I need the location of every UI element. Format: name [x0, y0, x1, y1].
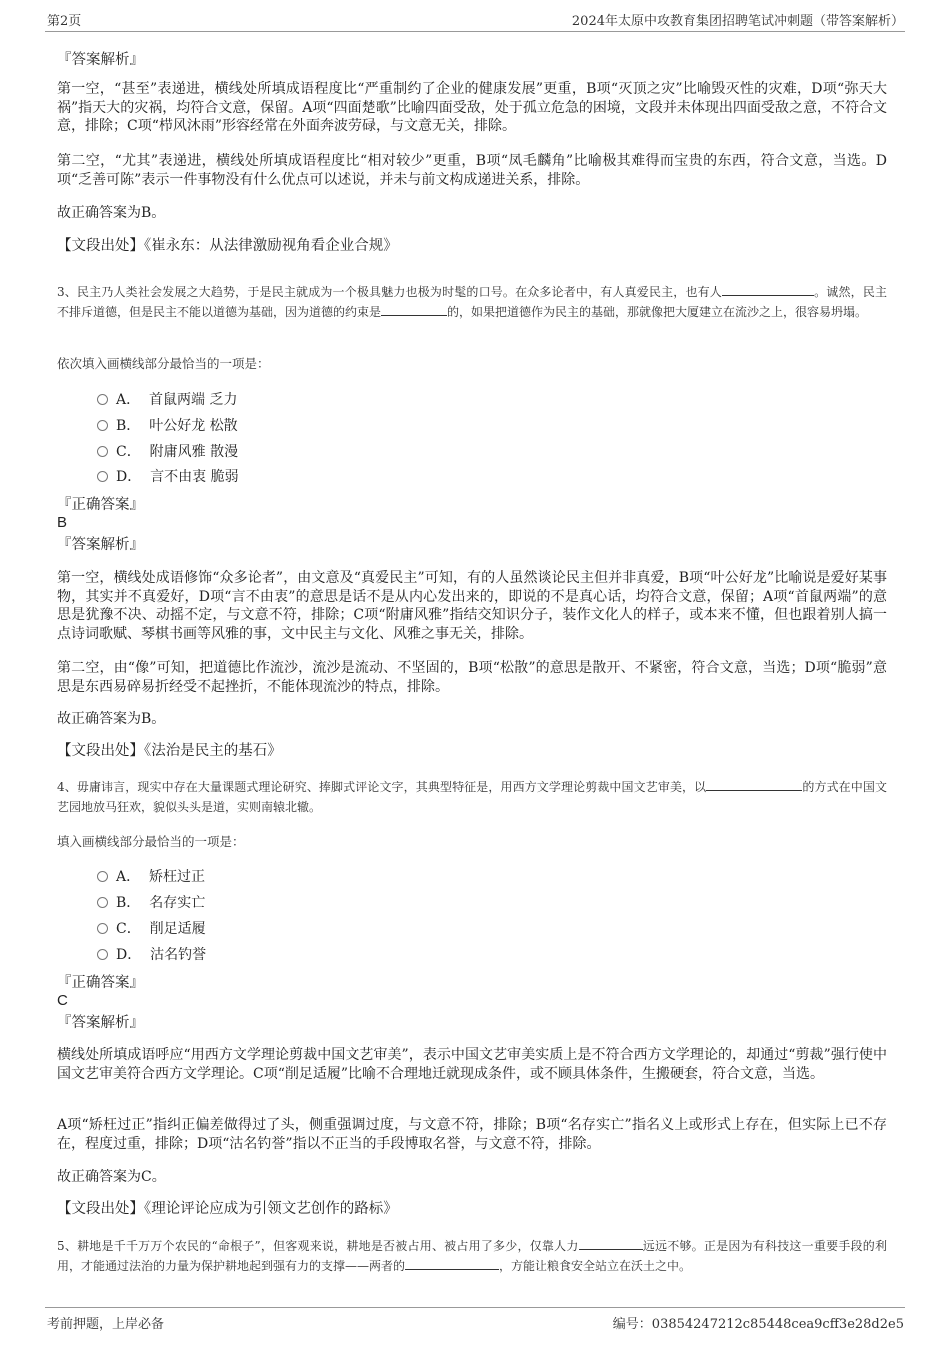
q5-stem-part-b: 远远不够。正是因为有科技这一重要手段的利用，才能通过法治的力量为保护耕地起到强有力的支撑——两者的: [57, 1239, 887, 1273]
page-number: 第2页: [47, 14, 82, 29]
q4-answer-label: 『正确答案』: [57, 975, 144, 991]
q4-analysis-para-1: 横线处所填成语呼应“用西方文学理论剪裁中国文艺审美”，表示中国文艺审美实质上是不符合西方文学理论的，却通过“剪裁”强行使中国文艺审美符合西方文学理论。C项“削足适履”比喻不合理地迁就现成条件，或不顾具体条件，生搬硬套，符合文意，当选。: [57, 1047, 887, 1082]
option-text: 矫枉过正: [149, 869, 206, 885]
q4-option-a[interactable]: [97, 867, 205, 887]
radio-icon[interactable]: [97, 446, 108, 457]
q4-stem: [57, 777, 887, 817]
option-text: 附庸风雅 散漫: [149, 444, 239, 460]
q4-analysis-label: 『答案解析』: [57, 1015, 144, 1031]
q4-answer: C: [57, 992, 68, 1009]
q4-conclusion: 故正确答案为C。: [57, 1169, 166, 1185]
footer-code: 编号：03854247212c85448cea9cff3e28d2e5: [612, 1317, 904, 1332]
q3-option-c[interactable]: [97, 442, 238, 462]
footer-slogan: 考前押题，上岸必备: [47, 1317, 165, 1332]
option-letter: B．: [116, 418, 141, 434]
q3-stem-part-b: 。诚然，民主不排斥道德，但是民主不能以道德为基础，因为道德的约束是: [57, 285, 887, 319]
option-letter: C．: [116, 444, 141, 460]
radio-icon[interactable]: [97, 923, 108, 934]
document-title: 2024年太原中攻教育集团招聘笔试冲刺题（带答案解析）: [571, 14, 904, 29]
option-letter: A．: [116, 869, 141, 885]
q3-analysis-para-1: 第一空，横线处成语修饰“众多论者”，由文意及“真爱民主”可知，有的人虽然谈论民主但并非真爱，B项“叶公好龙”比喻说是爱好某事物，其实并不真爱好，D项“言不由衷”的意思是话不是从内心发出来的，即说的不是真心话，均符合文意，保留；A项“首鼠两端”的意思是犹豫不决、动摇不定，与文意不符，排除；C项“附庸风雅”指结交知识分子，装作文化人的样子，或本来不懂，但也跟着别人搞一点诗词歌赋、琴棋书画等风雅的事，文中民主与文化、风雅之事无关，排除。: [57, 570, 887, 642]
q4-analysis-para-2: A项“矫枉过正”指纠正偏差做得过了头，侧重强调过度，与文意不符，排除；B项“名存实亡”指名义上或形式上存在，但实际上已不存在，程度过重，排除；D项“沽名钓誉”指以不正当的手段博取名誉，与文意不符，排除。: [57, 1117, 887, 1152]
footer-divider: [45, 1307, 905, 1308]
q2-analysis-para-1: 第一空，“甚至”表递进，横线处所填成语程度比“严重制约了企业的健康发展”更重，B项“灭顶之灾”比喻毁灭性的灾难，D项“弥天大祸”指天大的灾祸，均符合文意，保留。A项“四面楚歌”比喻四面受敌，处于孤立危急的困境，文段并未体现出四面受敌之意，不符合文意，排除；C项“栉风沐雨”形容经常在外面奔波劳碌，与文意无关，排除。: [57, 81, 887, 134]
option-text: 名存实亡: [149, 895, 206, 911]
radio-icon[interactable]: [97, 471, 108, 482]
q4-option-b[interactable]: [97, 893, 205, 913]
q5-stem-part-c: ，方能让粮食安全站立在沃土之中。: [499, 1259, 692, 1273]
q3-analysis-label: 『答案解析』: [57, 537, 144, 553]
q3-conclusion: 故正确答案为B。: [57, 711, 166, 727]
q3-stem: [57, 282, 887, 322]
q4-stem-part-b: 的方式在中国文艺园地放马狂欢，貌似头头是道，实则南辕北辙。: [57, 780, 887, 814]
option-letter: D．: [116, 469, 142, 485]
option-letter: C．: [116, 921, 141, 937]
q3-option-a[interactable]: [97, 390, 237, 410]
q3-source: 【文段出处】《法治是民主的基石》: [57, 743, 282, 759]
q4-source: 【文段出处】《理论评论应成为引领文艺创作的路标》: [57, 1201, 398, 1217]
q4-blank-1: [706, 780, 802, 791]
q3-blank-1: [722, 285, 814, 296]
q3-answer-label: 『正确答案』: [57, 497, 144, 513]
option-text: 首鼠两端 乏力: [149, 392, 238, 408]
page-header: [0, 0, 950, 32]
q2-analysis-para-2: 第二空，“尤其”表递进，横线处所填成语程度比“相对较少”更重，B项“凤毛麟角”比喻极其难得而宝贵的东西，符合文意，当选。D项“乏善可陈”表示一件事物没有什么优点可以述说，并未与前文构成递进关系，排除。: [57, 153, 887, 188]
radio-icon[interactable]: [97, 897, 108, 908]
q4-option-c[interactable]: [97, 919, 206, 939]
option-letter: A．: [116, 392, 141, 408]
q3-prompt: 依次填入画横线部分最恰当的一项是：: [57, 356, 270, 371]
q3-blank-2: [381, 305, 447, 316]
option-text: 削足适履: [149, 921, 206, 937]
q3-option-b[interactable]: [97, 416, 238, 436]
q5-blank-2: [405, 1259, 499, 1270]
q4-stem-part-a: 4、毋庸讳言，现实中存在大量课题式理论研究、捧脚式评论文字，其典型特征是，用西方文学理论剪裁中国文艺审美，以: [57, 780, 707, 794]
q3-stem-part-a: 3、民主乃人类社会发展之大趋势，于是民主就成为一个极具魅力也极为时髦的口号。在众多论者中，有人真爱民主，也有人: [57, 285, 722, 299]
option-text: 言不由衷 脆弱: [150, 469, 239, 485]
q2-analysis-label: 『答案解析』: [57, 52, 144, 68]
q5-stem: [57, 1236, 887, 1276]
q4-prompt: 填入画横线部分最恰当的一项是：: [57, 834, 245, 849]
radio-icon[interactable]: [97, 420, 108, 431]
q5-blank-1: [579, 1239, 643, 1250]
q3-option-d[interactable]: [97, 467, 239, 487]
option-text: 沽名钓誉: [150, 947, 207, 963]
q3-analysis-para-2: 第二空，由“像”可知，把道德比作流沙，流沙是流动、不坚固的，B项“松散”的意思是散开、不紧密，符合文意，当选；D项“脆弱”意思是东西易碎易折经受不起挫折，不能体现流沙的特点，排除。: [57, 660, 887, 695]
q3-stem-part-c: 的，如果把道德作为民主的基础，那就像把大厦建立在流沙之上，很容易坍塌。: [447, 305, 868, 319]
option-letter: B．: [116, 895, 141, 911]
q5-stem-part-a: 5、耕地是千千万万个农民的“命根子”，但客观来说，耕地是否被占用、被占用了多少，仅靠人力: [57, 1239, 579, 1253]
q2-conclusion: 故正确答案为B。: [57, 205, 166, 221]
q2-source: 【文段出处】《崔永东：从法律激励视角看企业合规》: [57, 238, 398, 254]
radio-icon[interactable]: [97, 949, 108, 960]
option-letter: D．: [116, 947, 142, 963]
option-text: 叶公好龙 松散: [149, 418, 238, 434]
radio-icon[interactable]: [97, 871, 108, 882]
header-divider: [45, 31, 905, 32]
radio-icon[interactable]: [97, 394, 108, 405]
q3-answer: B: [57, 514, 68, 531]
q4-option-d[interactable]: [97, 945, 206, 965]
